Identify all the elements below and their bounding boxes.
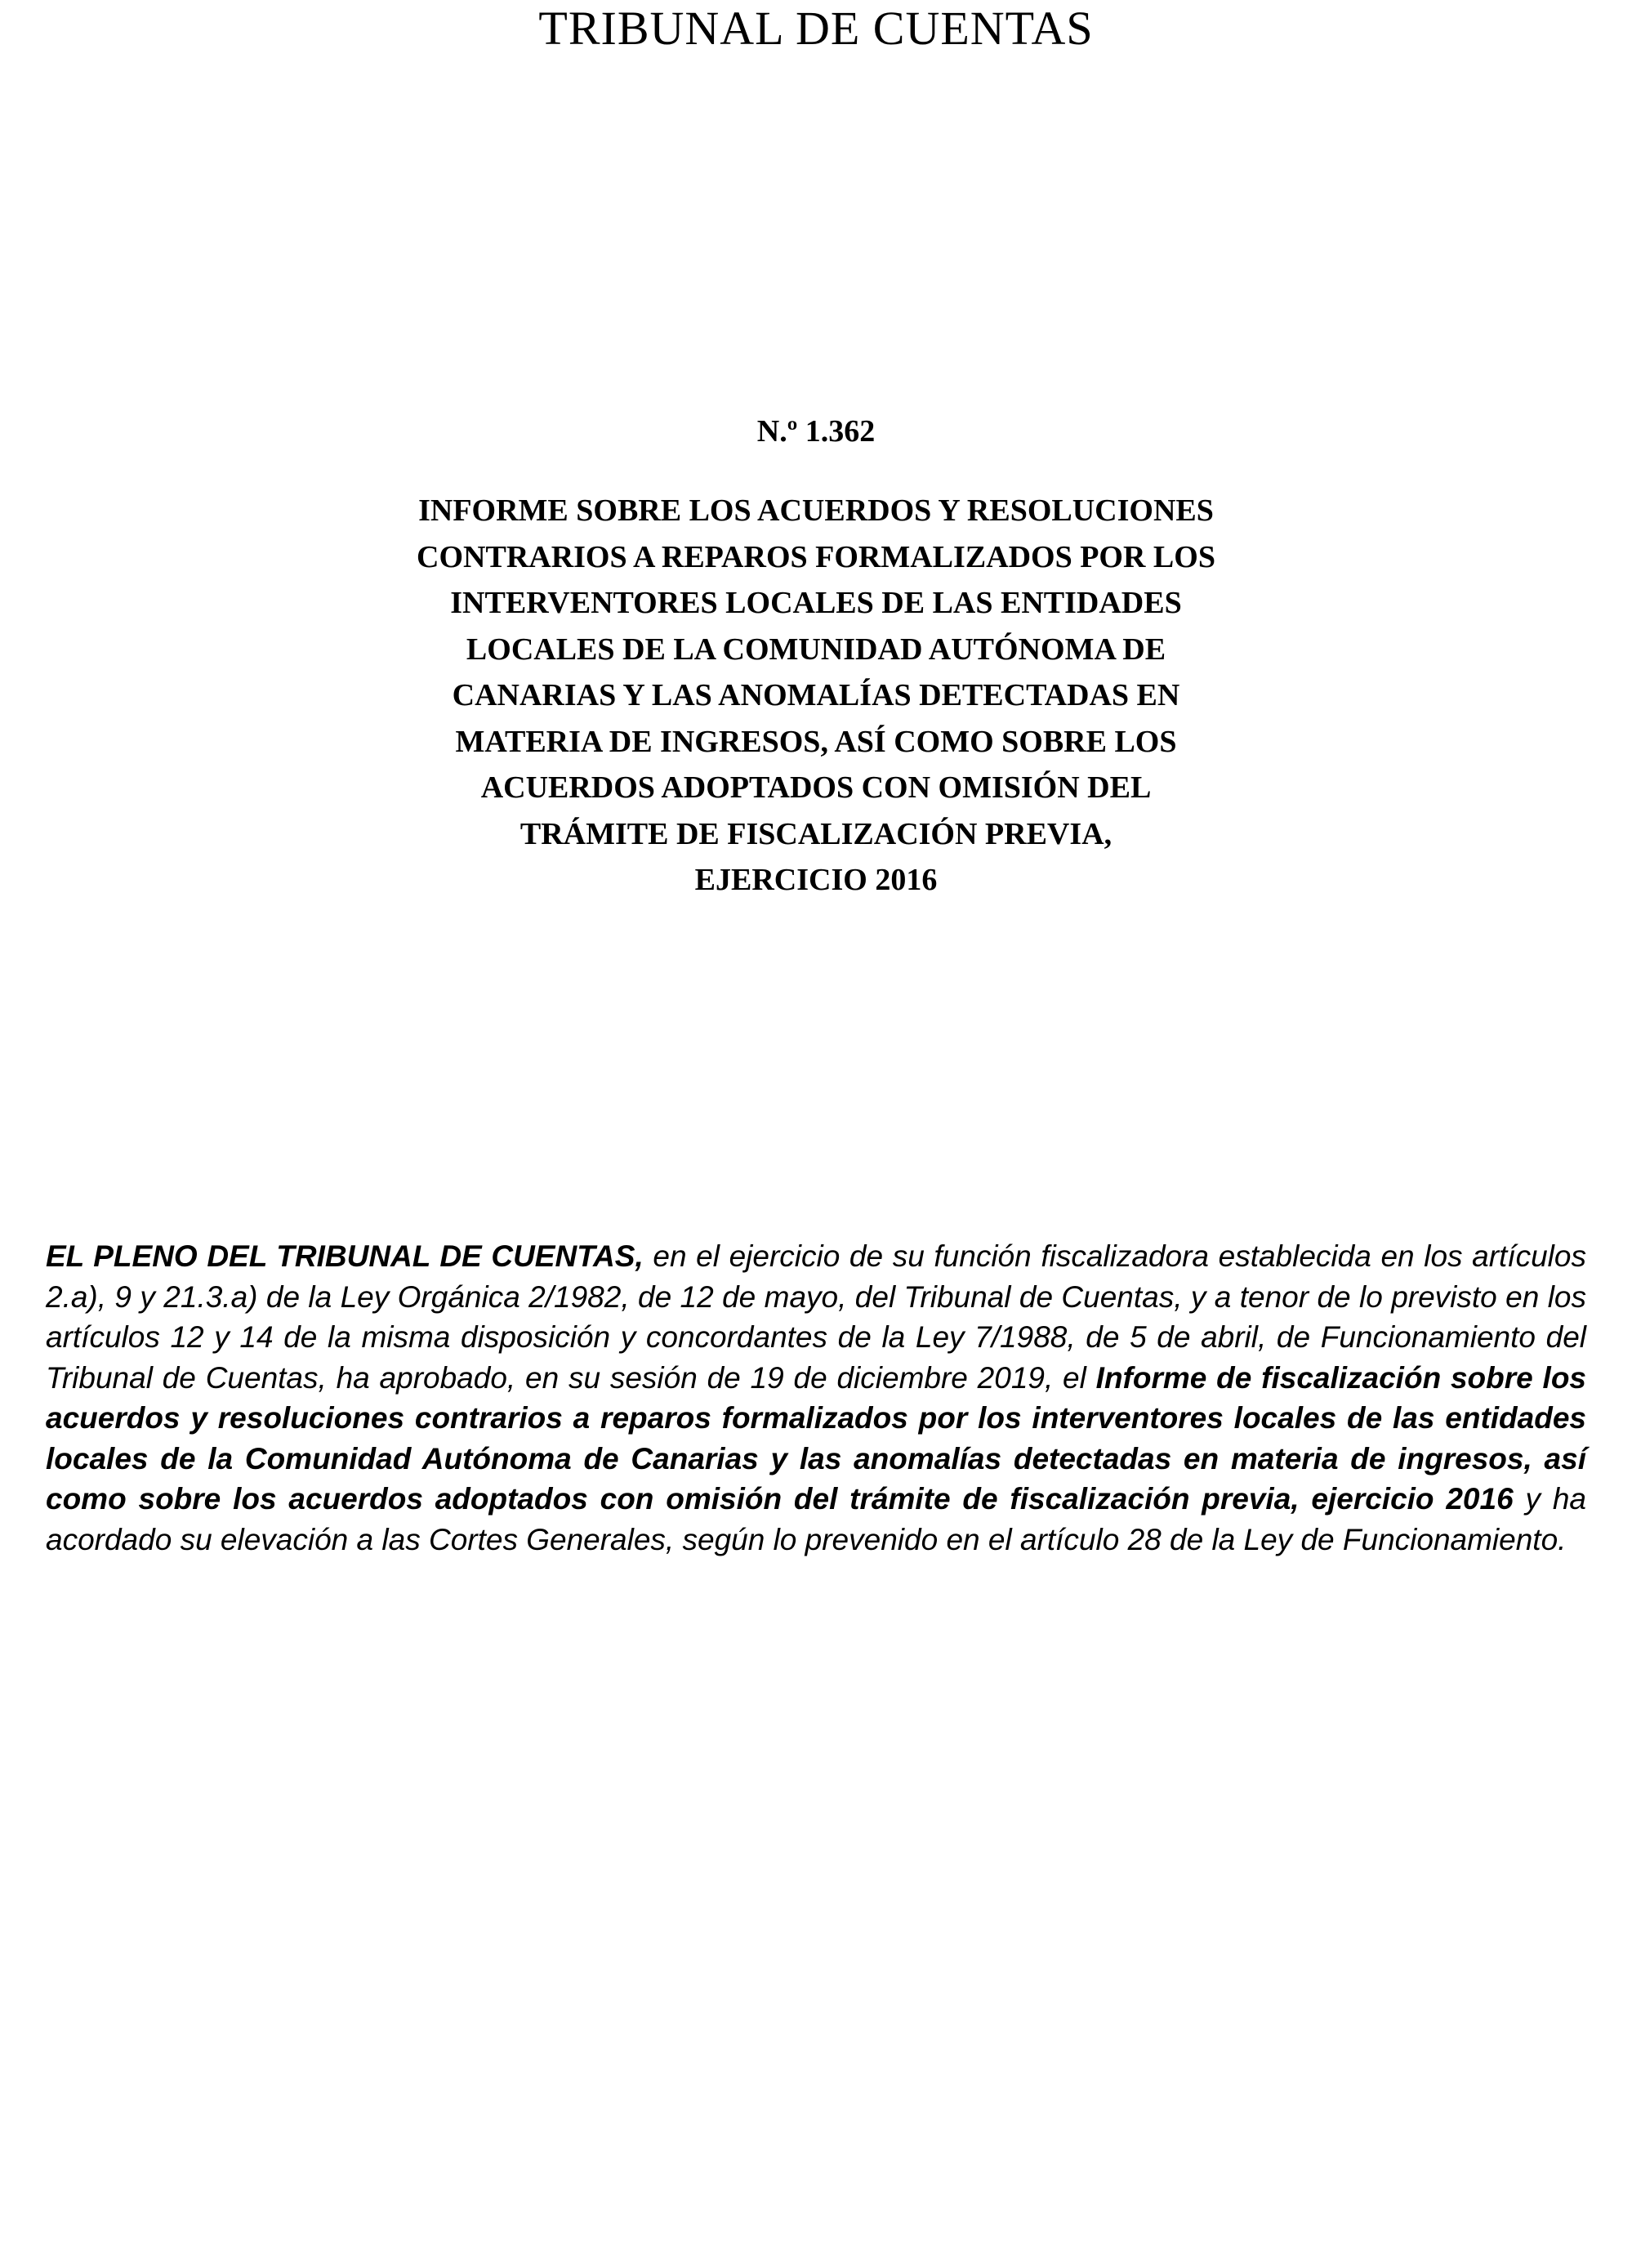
report-title-line: ACUERDOS ADOPTADOS CON OMISIÓN DEL (480, 770, 1152, 805)
institution-header: TRIBUNAL DE CUENTAS (538, 2, 1094, 55)
report-title-line: CONTRARIOS A REPAROS FORMALIZADOS POR LOS (417, 539, 1215, 574)
report-title-line: EJERCICIO 2016 (694, 863, 938, 897)
report-number: N.º 1.362 (756, 414, 876, 449)
report-title-line: MATERIA DE INGRESOS, ASÍ COMO SOBRE LOS (455, 724, 1177, 759)
report-title-line: INFORME SOBRE LOS ACUERDOS Y RESOLUCIONES (418, 493, 1214, 528)
report-title-line: TRÁMITE DE FISCALIZACIÓN PREVIA, (519, 816, 1113, 851)
report-title-line: INTERVENTORES LOCALES DE LAS ENTIDADES (450, 586, 1182, 620)
resolution-text-1: en el ejercicio de su función fiscalizadora establecida en los artículos 2.a), 9 y 21.3.a) de la Ley Orgánica 2/1982, de 12 de mayo, del Tribunal de Cuentas, y a tenor de lo previsto en los artículos 12 y 14 de la misma disposición y concordantes de la Ley 7/1988, de 5 de abril, de Funcionamiento del Tribunal de Cuentas, ha aprobado, en su sesión de 19 de diciembre 2019, el (46, 1239, 1586, 1395)
report-title-line: CANARIAS Y LAS ANOMALÍAS DETECTADAS EN (452, 678, 1180, 712)
resolution-report-name: Informe de fiscalización sobre los acuerdos y resoluciones contrarios a reparos formalizados por los interventores locales de las entidades locales de la Comunidad Autónoma de Canarias y las anomalías detectadas en materia de ingresos, así como sobre los acuerdos adoptados con omisión del trámite de fiscalización previa, ejercicio 2016 (46, 1360, 1586, 1516)
resolution-paragraph (46, 1236, 1586, 1560)
resolution-lead: EL PLENO DEL TRIBUNAL DE CUENTAS, (46, 1239, 644, 1273)
resolution-text-2: y ha acordado su elevación a las Cortes Generales, según lo prevenido en el artículo 28 de la Ley de Funcionamiento. (46, 1482, 1586, 1556)
report-title (310, 488, 1322, 904)
report-title-line: LOCALES DE LA COMUNIDAD AUTÓNOMA DE (466, 632, 1166, 667)
